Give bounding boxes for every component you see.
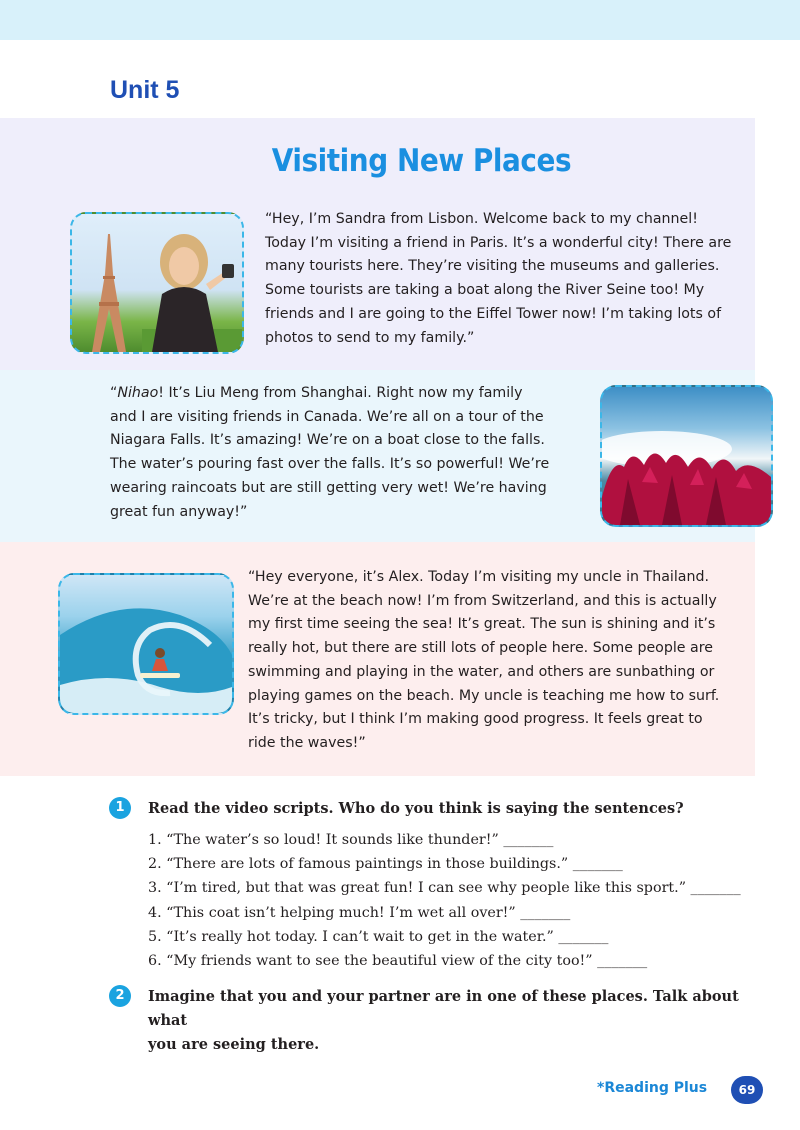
- script-liu-meng: “Nihao! It’s Liu Meng from Shanghai. Right now my family and I are visiting friends in Canada. We’re all on a tour of the Niagara Falls. It’s amazing! We’re on a boat close to the falls. The water’s pouring fast over the falls. It’s so powerful! We’re wearing raincoats but are still getting very wet! We’re having great fun anyway!”: [110, 385, 550, 520]
- exercise-2-instruction: Imagine that you and your partner are in one of these places. Talk about what you are seeing there.: [148, 988, 739, 1053]
- exercise-1-item: 4. “This coat isn’t helping much! I’m wet all over!” _______: [148, 904, 571, 921]
- footer-label: *Reading Plus: [597, 1080, 708, 1096]
- exercise-1-badge: 1: [109, 797, 131, 819]
- wave-surfer-icon: [60, 575, 232, 713]
- surfer-wave-photo: [58, 573, 234, 715]
- eiffel-tower-icon: [72, 214, 242, 352]
- page-number: 69: [731, 1076, 763, 1104]
- eiffel-tower-selfie-photo: [70, 212, 244, 354]
- raincoat-crowd-icon: [602, 387, 771, 525]
- unit-label: Unit 5: [110, 76, 180, 104]
- exercise-1-item: 6. “My friends want to see the beautiful view of the city too!” _______: [148, 953, 648, 970]
- exercise-1-item: 1. “The water’s so loud! It sounds like thunder!” _______: [148, 832, 554, 848]
- niagara-falls-raincoats-photo: [600, 385, 773, 527]
- exercise-1-list: [148, 828, 741, 973]
- script-alex: “Hey everyone, it’s Alex. Today I’m visiting my uncle in Thailand. We’re at the beach now! I’m from Switzerland, and this is actually my first time seeing the sea! It’s great. The sun is shining and it’s really hot, but there are still lots of people here. Some people are swimming and playing in the water, and others are sunbathing or playing games on the beach. My uncle is teaching me how to surf. It’s tricky, but I think I’m making good progress. It feels great to ride the waves!”: [248, 569, 720, 751]
- script-sandra: “Hey, I’m Sandra from Lisbon. Welcome back to my channel! Today I’m visiting a friend in Paris. It’s a wonderful city! There are many tourists here. They’re visiting the museums and galleries. Some tourists are taking a boat along the River Seine too! My friends and I are going to the Eiffel Tower now! I’m taking lots of photos to send to my family.”: [265, 211, 732, 346]
- page-title: Visiting New Places: [271, 143, 572, 179]
- top-banner: [0, 0, 800, 40]
- exercise-1-item: 5. “It’s really hot today. I can’t wait to get in the water.” _______: [148, 928, 609, 945]
- exercise-2-badge: 2: [109, 985, 131, 1007]
- exercise-1-instruction: Read the video scripts. Who do you think is saying the sentences?: [148, 800, 684, 817]
- exercise-1-item: 2. “There are lots of famous paintings in those buildings.” _______: [148, 856, 623, 873]
- exercise-1-item: 3. “I’m tired, but that was great fun! I can see why people like this sport.” _______: [148, 880, 741, 897]
